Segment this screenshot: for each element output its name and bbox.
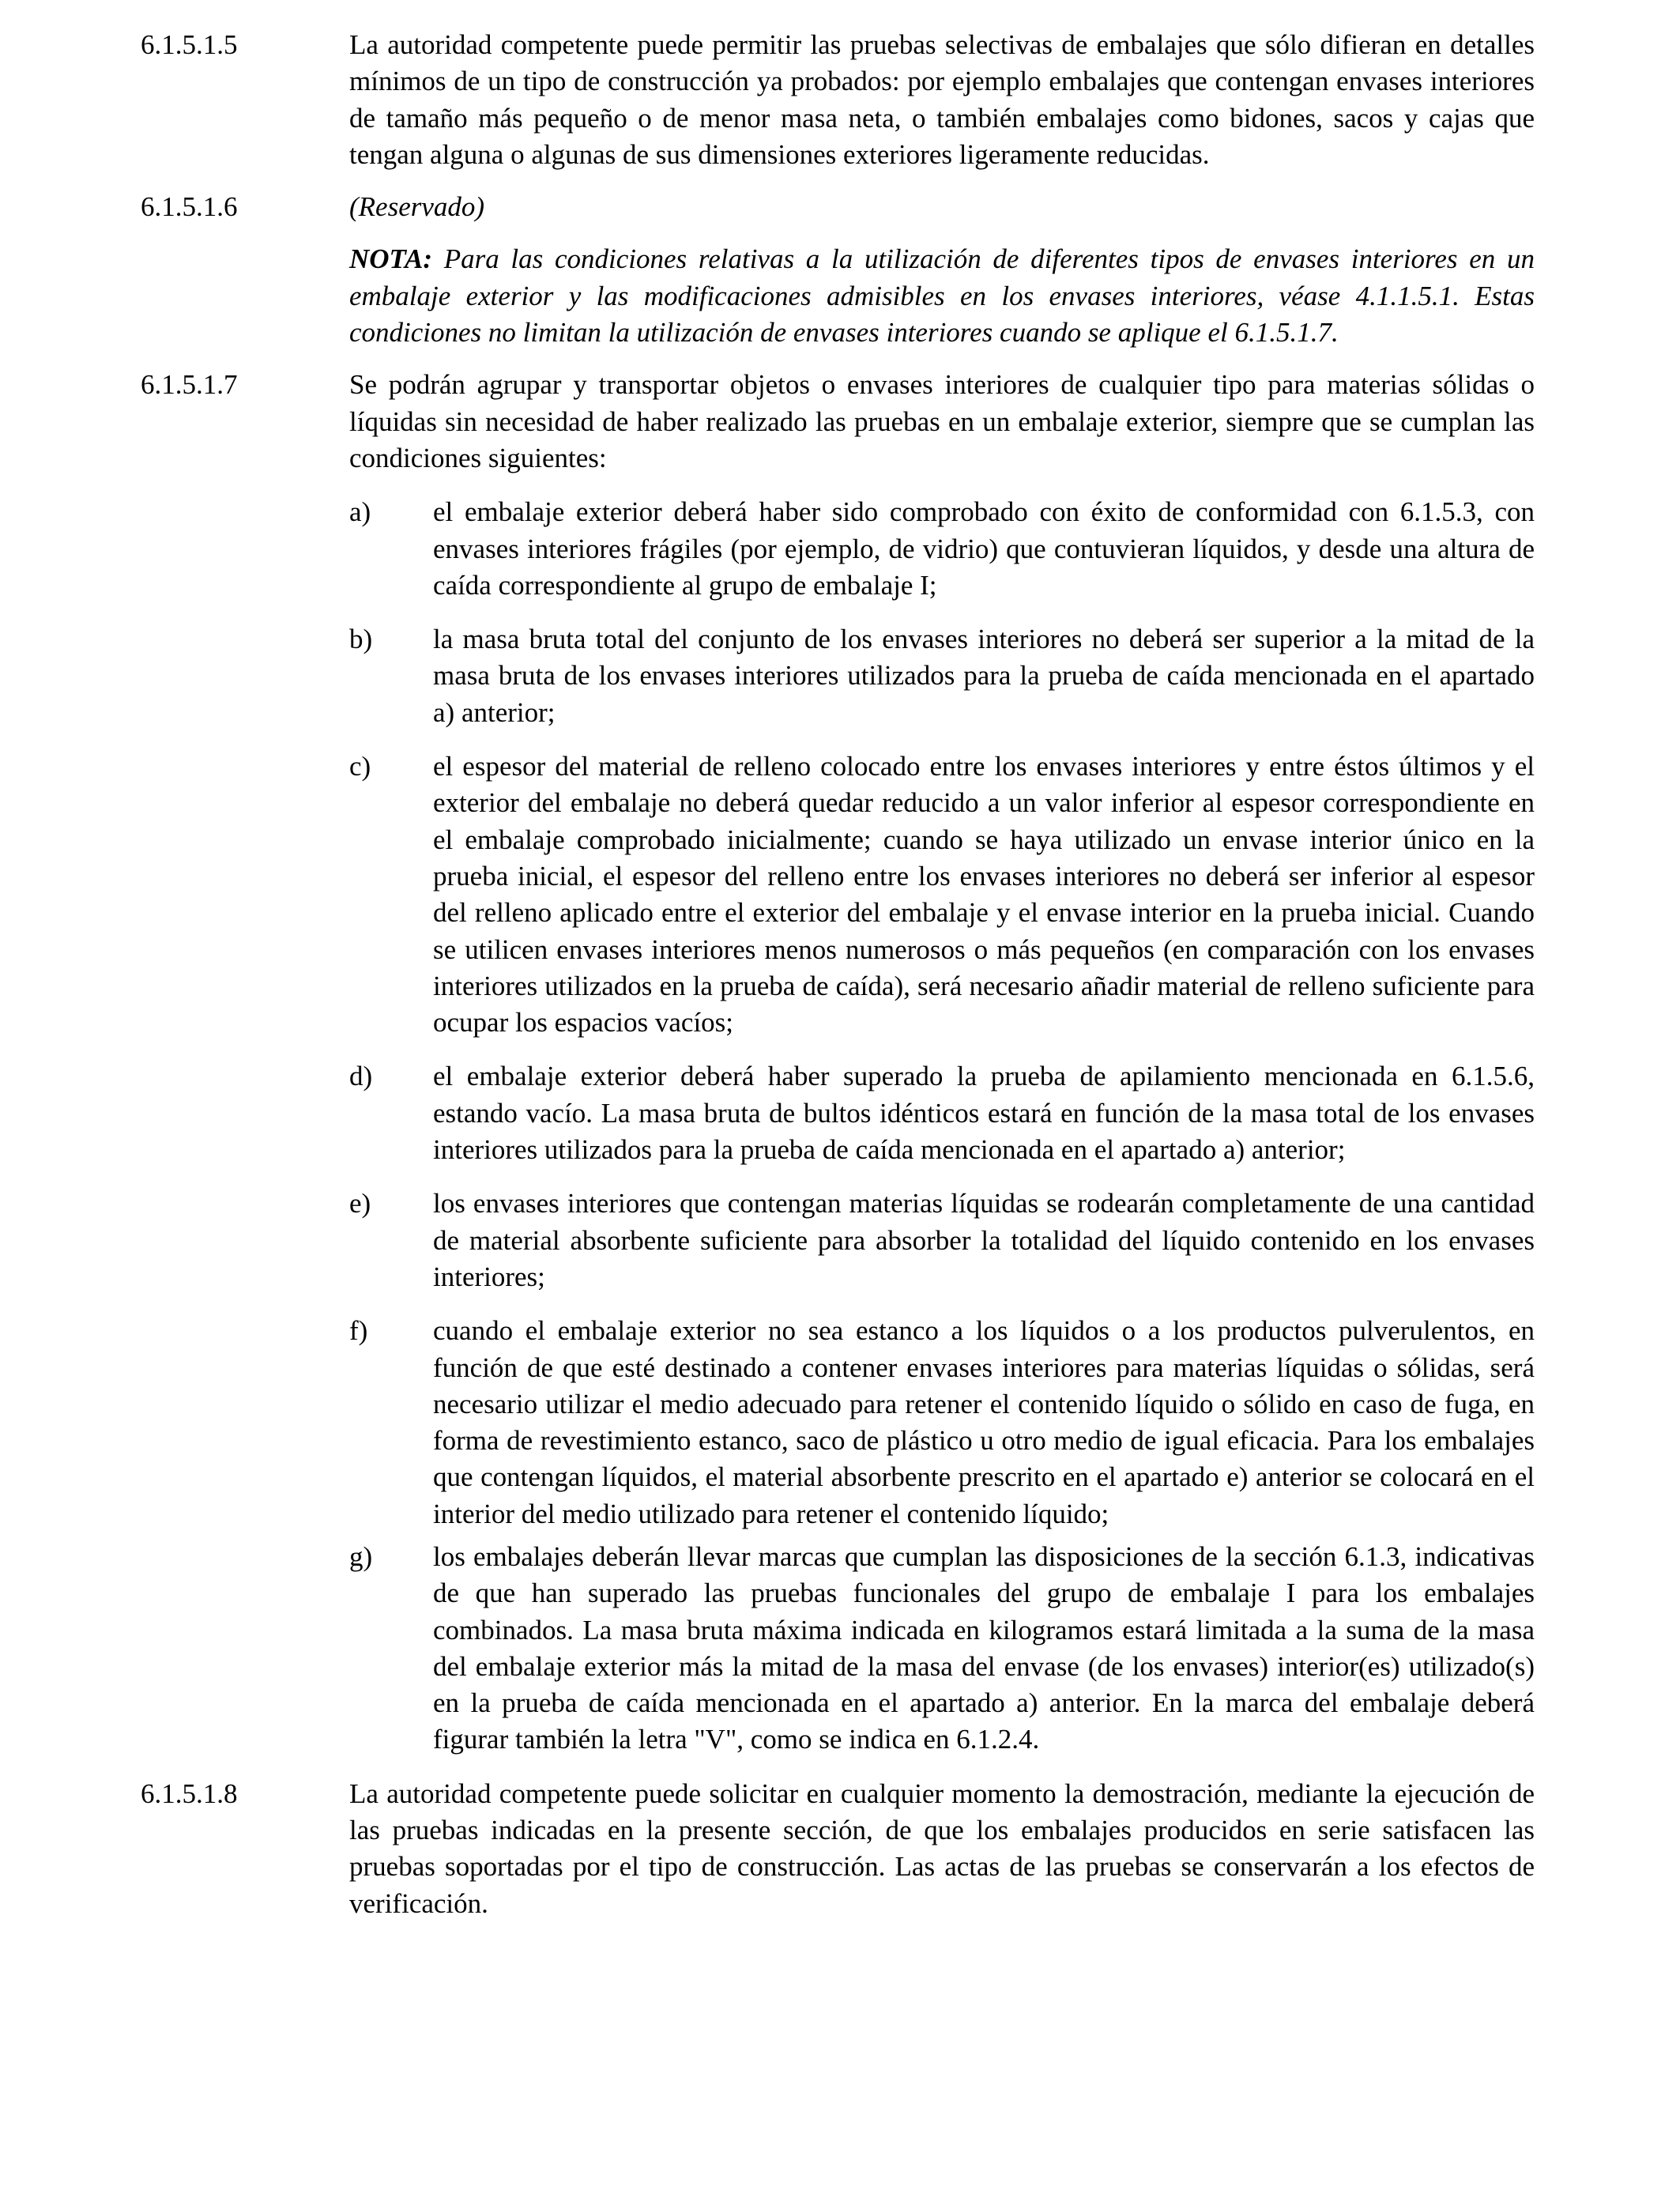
paragraph-number: 6.1.5.1.5 (141, 29, 238, 60)
note-text: Para las condiciones relativas a la utilización de diferentes tipos de envases interiores en un embalaje exterior y las modificaciones admisibles en los envases interiores, véase 4.1.1.5.1. Estas condiciones no limitan la utilización de envases interiores cuando se aplique el 6.1.5.1.7. (349, 243, 1535, 349)
paragraph-number: 6.1.5.1.7 (141, 369, 238, 401)
paragraph-number: 6.1.5.1.6 (141, 191, 238, 223)
list-item-e (349, 1186, 1535, 1295)
note-label: NOTA: (349, 243, 432, 275)
paragraph-text: Se podrán agrupar y transportar objetos o envases interiores de cualquier tipo para materias sólidas o líquidas sin necesidad de haber realizado las pruebas en un embalaje exterior, siempre que se cumplan las condiciones siguientes: (349, 369, 1535, 473)
list-item-text: los embalajes deberán llevar marcas que cumplan las disposiciones de la sección 6.1.3, indicativas de que han superado las pruebas funcionales del grupo de embalaje I para los embalajes combinados. La masa bruta máxima indicada en kilogramos estará limitada a la suma de la masa del embalaje exterior más la mitad de la masa del envase (de los envases) interior(es) utilizado(s) en la prueba de caída mencionada en el apartado a) anterior. En la marca del embalaje deberá figurar también la letra "V", como se indica en 6.1.2.4. (433, 1540, 1535, 1755)
list-item-text: el embalaje exterior deberá haber superado la prueba de apilamiento mencionada en 6.1.5.6, estando vacío. La masa bruta de bultos idénticos estará en función de la masa total de los envases interiores utilizados para la prueba de caída mencionada en el apartado a) anterior; (433, 1061, 1535, 1166)
note-block (349, 241, 1535, 351)
list-item-text: la masa bruta total del conjunto de los envases interiores no deberá ser superior a la mitad de la masa bruta de los envases interiores utilizados para la prueba de caída mencionada en el apartado a) anterior; (433, 624, 1535, 728)
paragraph-text: La autoridad competente puede solicitar en cualquier momento la demostración, mediante la ejecución de las pruebas indicadas en la presente sección, de que los embalajes producidos en serie satisfacen las pruebas soportadas por el tipo de construcción. Las actas de las pruebas se conservarán a los efectos de verificación. (349, 1777, 1535, 1919)
reserved-text: (Reservado) (349, 191, 485, 223)
paragraph-6-1-5-1-8 (0, 1776, 1680, 1922)
list-item-label: d) (349, 1061, 373, 1092)
list-item-text: el embalaje exterior deberá haber sido comprobado con éxito de conformidad con 6.1.5.3, con envases interiores frágiles (por ejemplo, de vidrio) que contuvieran líquidos, y desde una altura de caída correspondiente al grupo de embalaje I; (433, 496, 1535, 601)
list-item-b (349, 621, 1535, 731)
list-item-text: cuando el embalaje exterior no sea estanco a los líquidos o a los productos pulverulentos, en función de que esté destinado a contener envases interiores para materias líquidas o sólidas, será necesario utilizar el medio adecuado para retener el contenido líquido o sólido en caso de fuga, en forma de revestimiento estanco, saco de plástico u otro medio de igual eficacia. Para los embalajes que contengan líquidos, el material absorbente prescrito en el apartado e) anterior se colocará en el interior del medio utilizado para retener el contenido líquido; (433, 1315, 1535, 1529)
list-item-text: el espesor del material de relleno colocado entre los envases interiores y entre éstos últimos y el exterior del embalaje no deberá quedar reducido a un valor inferior al espesor correspondiente en el embalaje comprobado inicialmente; cuando se haya utilizado un envase interior único en la prueba inicial, el espesor del relleno entre los envases interiores no deberá ser inferior al espesor del relleno aplicado entre el exterior del embalaje y el envase interior en la prueba inicial. Cuando se utilicen envases interiores menos numerosos o más pequeños (en comparación con los envases interiores utilizados en la prueba de caída), será necesario añadir material de relleno suficiente para ocupar los espacios vacíos; (433, 751, 1535, 1039)
list-item-label: e) (349, 1188, 371, 1220)
list-item-label: g) (349, 1540, 373, 1572)
list-item-label: b) (349, 624, 373, 655)
list-item-a (349, 494, 1535, 604)
list-item-f (349, 1313, 1535, 1532)
list-item-label: a) (349, 496, 371, 528)
list-item-text: los envases interiores que contengan materias líquidas se rodearán completamente de una cantidad de material absorbente suficiente para absorber la totalidad del líquido contenido en los envases interiores; (433, 1188, 1535, 1292)
paragraph-6-1-5-1-7 (0, 367, 1680, 477)
list-item-label: f) (349, 1315, 368, 1347)
list-item-c (349, 748, 1535, 1041)
list-item-d (349, 1058, 1535, 1168)
paragraph-number: 6.1.5.1.8 (141, 1777, 238, 1809)
list-item-label: c) (349, 751, 371, 782)
list-item-g (349, 1539, 1535, 1759)
paragraph-text: La autoridad competente puede permitir las pruebas selectivas de embalajes que sólo difieran en detalles mínimos de un tipo de construcción ya probados: por ejemplo embalajes que contengan envases interiores de tamaño más pequeño o de menor masa neta, o también embalajes como bidones, sacos y cajas que tengan alguna o algunas de sus dimensiones exteriores ligeramente reducidas. (349, 29, 1535, 170)
paragraph-6-1-5-1-5 (0, 27, 1680, 173)
paragraph-6-1-5-1-6 (0, 189, 1680, 225)
